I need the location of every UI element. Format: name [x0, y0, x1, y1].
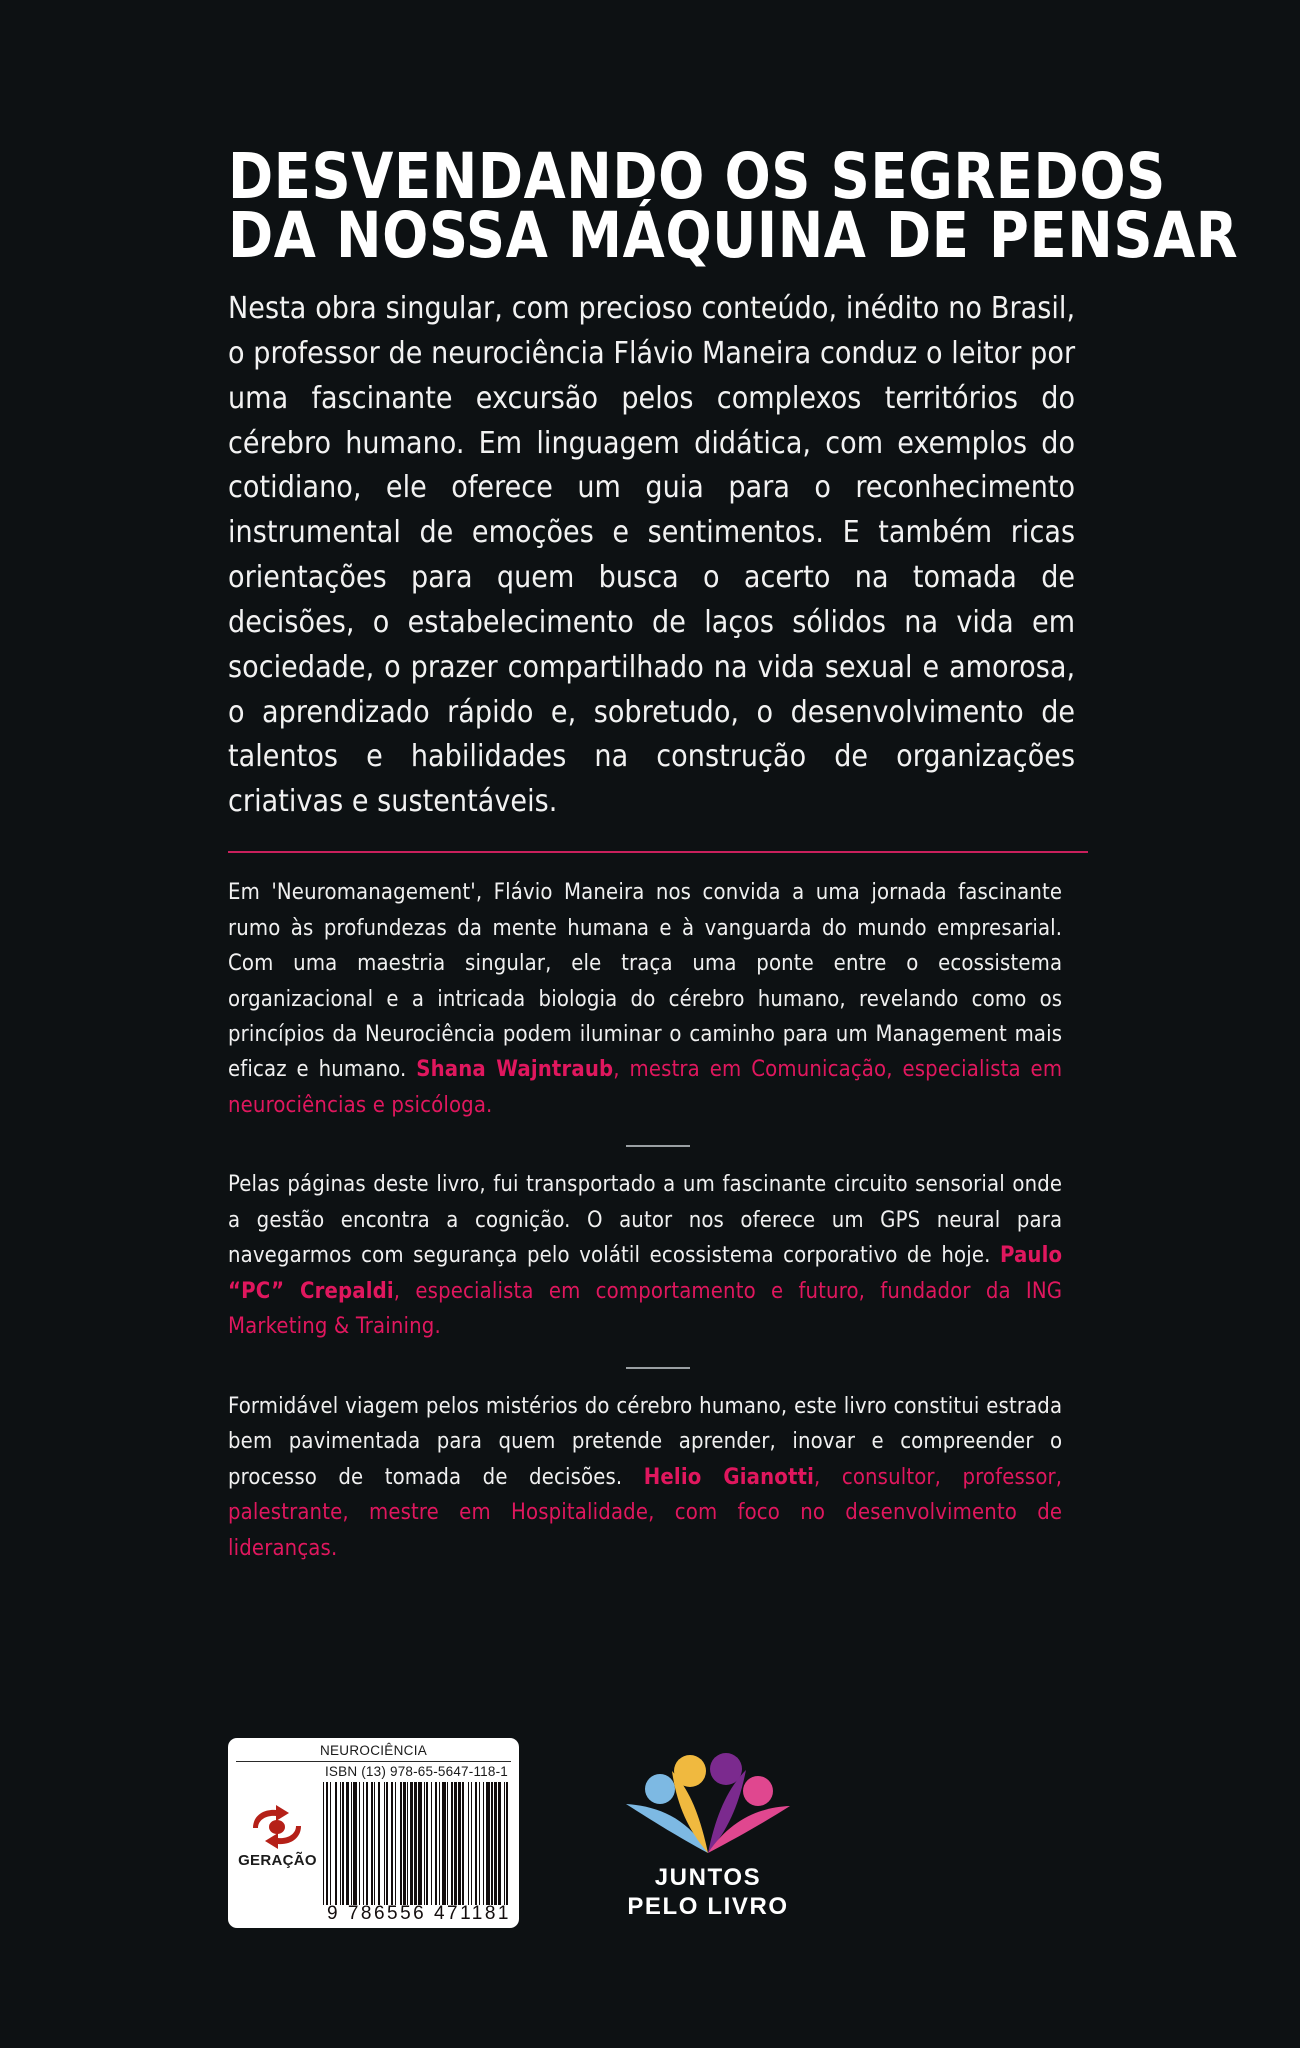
- cover-content: [228, 0, 1239, 1566]
- barcode-digits: 9 786556 471181: [326, 1903, 511, 1924]
- testimonial-2-role: , especialista em comportamento e futuro, fundador da ING Marketing & Training.: [228, 1277, 1063, 1340]
- testimonial-divider-2: [626, 1367, 690, 1369]
- title-line-2: DA NOSSA MÁQUINA DE PENSAR: [228, 198, 1239, 272]
- testimonial-2: [228, 1167, 1062, 1344]
- blurb-paragraph: [228, 287, 1075, 825]
- juntos-pelo-livro-mark-icon: [618, 1738, 798, 1863]
- logo-line-2: PELO LIVRO: [627, 1892, 789, 1920]
- testimonial-2-name: Paulo “PC” Crepaldi: [228, 1242, 1063, 1304]
- title-line-1: DESVENDANDO OS SEGREDOS: [228, 140, 1166, 213]
- juntos-pelo-livro-logo: [608, 1738, 808, 1921]
- page-title: [228, 0, 1239, 272]
- testimonial-3-name: Helio Gianotti: [643, 1463, 815, 1490]
- barcode-card: [228, 1738, 519, 1928]
- publisher-block: [236, 1762, 319, 1923]
- barcode-body: [236, 1762, 511, 1923]
- testimonial-divider-1: [626, 1145, 690, 1147]
- barcode-bars: [321, 1782, 511, 1905]
- section-divider-pink: [228, 851, 1088, 853]
- geracao-logo-icon: [245, 1804, 309, 1850]
- barcode-category: NEUROCIÊNCIA: [236, 1742, 511, 1762]
- publisher-name: GERAÇÃO: [238, 1852, 317, 1870]
- testimonial-1-role: , mestra em Comunicação, especialista em neurociências e psicóloga.: [228, 1056, 1063, 1118]
- testimonial-1-name: Shana Wajntraub: [416, 1056, 614, 1083]
- blurb-text: Nesta obra singular, com precioso conteúdo, inédito no Brasil, o professor de neurociência Flávio Maneira conduz o leitor por uma fascinante excursão pelos complexos territórios do cérebro humano. Em linguagem didática, com exemplos do cotidiano, ele oferece um guia para o reconhecimento instrumental de emoções e sentimentos. E também ricas orientações para quem busca o acerto na tomada de decisões, o estabelecimento de laços sólidos na vida em sociedade, o prazer compartilhado na vida sexual e amorosa, o aprendizado rápido e, sobretudo, o desenvolvimento de talentos e habilidades na construção de organizações criativas e sustentáveis.: [228, 291, 1076, 820]
- testimonial-1: [228, 875, 1062, 1123]
- barcode-right: [319, 1762, 511, 1923]
- testimonial-3: [228, 1389, 1062, 1566]
- testimonial-2-quote: Pelas páginas deste livro, fui transportado a um fascinante circuito sensorial onde a gestão encontra a cognição. O autor nos oferece um GPS neural para navegarmos com segurança pelo volátil ecossistema corporativo de hoje.: [228, 1171, 1063, 1269]
- testimonial-3-quote: Formidável viagem pelos mistérios do cérebro humano, este livro constitui estrada bem pavimentada para quem pretende aprender, inovar e compreender o processo de tomada de decisões.: [228, 1392, 1063, 1490]
- isbn-text: ISBN (13) 978-65-5647-118-1: [324, 1764, 508, 1780]
- testimonial-1-quote: Em 'Neuromanagement', Flávio Maneira nos convida a uma jornada fascinante rumo às profundezas da mente humana e à vanguarda do mundo empresarial. Com uma maestria singular, ele traça uma ponte entre o ecossistema organizacional e a intricada biologia do cérebro humano, revelando como os princípios da Neurociência podem iluminar o caminho para um Management mais eficaz e humano.: [228, 879, 1063, 1083]
- testimonials-section: [228, 875, 1088, 1566]
- logo-line-1: JUNTOS: [654, 1864, 762, 1891]
- testimonial-3-role: , consultor, professor, palestrante, mestre em Hospitalidade, com foco no desenvolvimento de lideranças.: [228, 1463, 1063, 1561]
- cover-footer: [228, 1738, 1088, 1953]
